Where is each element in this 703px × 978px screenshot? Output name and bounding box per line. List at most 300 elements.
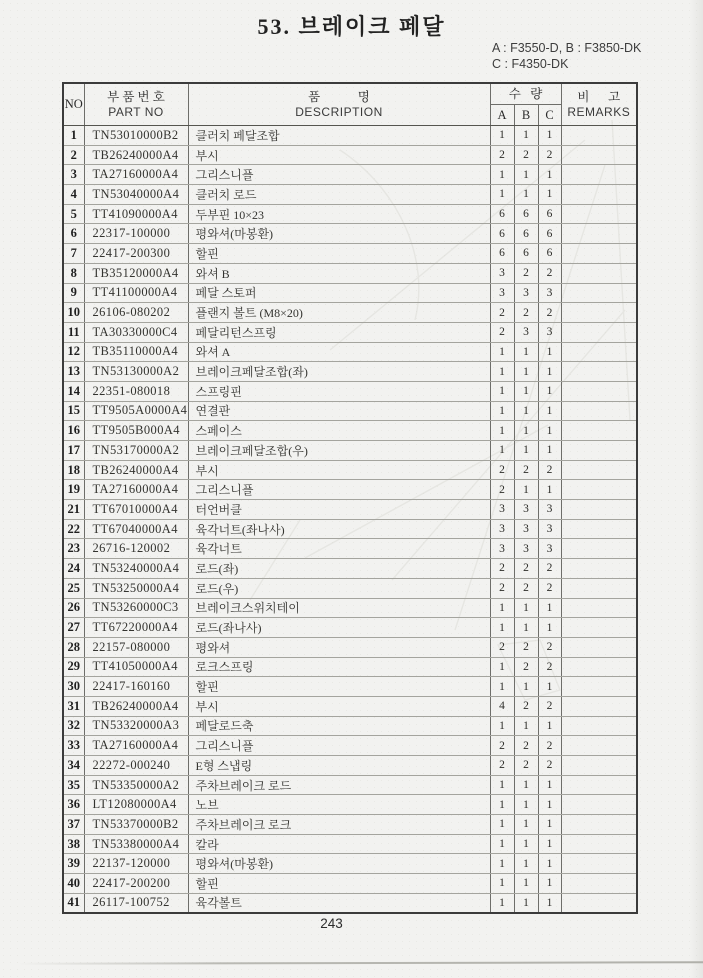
table-row (63, 815, 637, 835)
header-qty-a: A (490, 105, 514, 126)
row-qty-c: 2 (538, 578, 561, 598)
row-no: 40 (63, 874, 84, 894)
row-qty-b: 2 (514, 637, 538, 657)
row-description: 페달리턴스프링 (188, 322, 490, 342)
row-no: 15 (63, 401, 84, 421)
row-part-no: TT41050000A4 (84, 657, 188, 677)
row-description: 와셔 A (188, 342, 490, 362)
row-qty-a: 1 (490, 165, 514, 185)
table-row (63, 834, 637, 854)
row-no: 1 (63, 126, 84, 146)
row-qty-a: 1 (490, 795, 514, 815)
row-qty-b: 1 (514, 480, 538, 500)
row-description: 주차브레이크 로드 (188, 775, 490, 795)
row-remarks (561, 460, 637, 480)
row-description: 플랜지 볼트 (M8×20) (188, 303, 490, 323)
header-part-no: 부 품 번 호 PART NO (84, 83, 188, 126)
row-qty-b: 1 (514, 421, 538, 441)
row-remarks (561, 480, 637, 500)
row-qty-c: 1 (538, 165, 561, 185)
header-quantity: 수 량 (490, 83, 561, 105)
row-remarks (561, 716, 637, 736)
row-qty-a: 2 (490, 559, 514, 579)
row-qty-a: 1 (490, 598, 514, 618)
row-no: 28 (63, 637, 84, 657)
row-qty-b: 1 (514, 893, 538, 913)
row-remarks (561, 362, 637, 382)
parts-table-body (63, 126, 637, 914)
row-no: 24 (63, 559, 84, 579)
row-part-no: TT41100000A4 (84, 283, 188, 303)
row-part-no: TN53260000C3 (84, 598, 188, 618)
row-part-no: TA27160000A4 (84, 165, 188, 185)
row-qty-a: 1 (490, 421, 514, 441)
row-no: 23 (63, 539, 84, 559)
row-qty-c: 3 (538, 500, 561, 520)
row-description: 브레이크스위치테이 (188, 598, 490, 618)
row-qty-c: 1 (538, 126, 561, 146)
table-row (63, 441, 637, 461)
row-part-no: TN53040000A4 (84, 185, 188, 205)
row-qty-c: 1 (538, 185, 561, 205)
row-qty-b: 1 (514, 441, 538, 461)
row-qty-b: 3 (514, 322, 538, 342)
row-qty-c: 1 (538, 677, 561, 697)
row-qty-a: 2 (490, 145, 514, 165)
row-qty-a: 1 (490, 381, 514, 401)
row-qty-c: 3 (538, 322, 561, 342)
row-part-no: LT12080000A4 (84, 795, 188, 815)
table-row (63, 854, 637, 874)
row-description: 칼라 (188, 834, 490, 854)
header-qty-c: C (538, 105, 561, 126)
row-remarks (561, 756, 637, 776)
row-no: 34 (63, 756, 84, 776)
row-remarks (561, 342, 637, 362)
row-part-no: TT67220000A4 (84, 618, 188, 638)
table-row (63, 185, 637, 205)
row-qty-a: 1 (490, 874, 514, 894)
row-remarks (561, 618, 637, 638)
row-part-no: TT9505B000A4 (84, 421, 188, 441)
header-qty-b: B (514, 105, 538, 126)
table-row (63, 677, 637, 697)
row-qty-b: 3 (514, 500, 538, 520)
row-description: 육각너트 (188, 539, 490, 559)
row-qty-a: 3 (490, 539, 514, 559)
row-qty-a: 1 (490, 815, 514, 835)
row-no: 21 (63, 500, 84, 520)
row-part-no: TB35120000A4 (84, 263, 188, 283)
row-qty-c: 1 (538, 342, 561, 362)
row-qty-a: 1 (490, 854, 514, 874)
row-qty-a: 1 (490, 716, 514, 736)
row-description: 두부핀 10×23 (188, 204, 490, 224)
row-no: 9 (63, 283, 84, 303)
row-qty-c: 1 (538, 815, 561, 835)
row-no: 38 (63, 834, 84, 854)
row-remarks (561, 795, 637, 815)
row-remarks (561, 736, 637, 756)
row-remarks (561, 874, 637, 894)
row-qty-a: 2 (490, 637, 514, 657)
table-row (63, 559, 637, 579)
variant-note-line2: C : F4350-DK (492, 57, 569, 71)
table-row (63, 578, 637, 598)
table-row (63, 204, 637, 224)
table-row (63, 401, 637, 421)
row-qty-c: 2 (538, 657, 561, 677)
row-qty-a: 3 (490, 263, 514, 283)
row-qty-c: 6 (538, 204, 561, 224)
table-row (63, 736, 637, 756)
table-row (63, 716, 637, 736)
row-part-no: TB26240000A4 (84, 145, 188, 165)
row-remarks (561, 283, 637, 303)
row-qty-b: 2 (514, 303, 538, 323)
row-description: 그리스니플 (188, 480, 490, 500)
row-description: 육각너트(좌나사) (188, 519, 490, 539)
row-description: 로크스프링 (188, 657, 490, 677)
row-no: 3 (63, 165, 84, 185)
row-qty-c: 1 (538, 441, 561, 461)
row-qty-b: 1 (514, 185, 538, 205)
table-row (63, 303, 637, 323)
row-qty-a: 2 (490, 322, 514, 342)
row-qty-c: 6 (538, 224, 561, 244)
row-remarks (561, 539, 637, 559)
row-part-no: TB35110000A4 (84, 342, 188, 362)
row-part-no: 22137-120000 (84, 854, 188, 874)
row-qty-c: 1 (538, 362, 561, 382)
row-description: 로드(좌) (188, 559, 490, 579)
row-qty-c: 1 (538, 795, 561, 815)
row-qty-c: 3 (538, 283, 561, 303)
row-qty-b: 1 (514, 401, 538, 421)
row-no: 6 (63, 224, 84, 244)
row-remarks (561, 185, 637, 205)
row-qty-a: 1 (490, 362, 514, 382)
row-qty-c: 1 (538, 893, 561, 913)
row-description: 그리스니플 (188, 736, 490, 756)
row-part-no: 26117-100752 (84, 893, 188, 913)
row-remarks (561, 303, 637, 323)
row-remarks (561, 126, 637, 146)
page-number: 243 (320, 916, 343, 931)
table-row (63, 283, 637, 303)
row-description: 노브 (188, 795, 490, 815)
row-qty-c: 2 (538, 756, 561, 776)
table-row (63, 598, 637, 618)
row-qty-b: 1 (514, 795, 538, 815)
row-qty-a: 6 (490, 224, 514, 244)
row-no: 39 (63, 854, 84, 874)
row-no: 2 (63, 145, 84, 165)
row-qty-b: 1 (514, 126, 538, 146)
row-qty-b: 3 (514, 539, 538, 559)
row-qty-c: 1 (538, 421, 561, 441)
row-no: 19 (63, 480, 84, 500)
row-description: 평와셔 (188, 637, 490, 657)
row-remarks (561, 421, 637, 441)
header-no: NO (63, 83, 84, 126)
row-no: 36 (63, 795, 84, 815)
row-part-no: TN53240000A4 (84, 559, 188, 579)
table-row (63, 756, 637, 776)
row-description: 스페이스 (188, 421, 490, 441)
row-qty-a: 1 (490, 677, 514, 697)
row-qty-b: 6 (514, 244, 538, 264)
table-row (63, 263, 637, 283)
row-qty-c: 1 (538, 874, 561, 894)
row-qty-c: 3 (538, 539, 561, 559)
row-qty-c: 1 (538, 618, 561, 638)
row-qty-a: 1 (490, 893, 514, 913)
row-no: 41 (63, 893, 84, 913)
table-row (63, 480, 637, 500)
row-qty-a: 2 (490, 303, 514, 323)
row-no: 10 (63, 303, 84, 323)
header-remarks: 비 고 REMARKS (561, 83, 637, 126)
row-qty-b: 2 (514, 696, 538, 716)
row-remarks (561, 322, 637, 342)
row-qty-a: 6 (490, 204, 514, 224)
row-description: E형 스냅링 (188, 756, 490, 776)
table-row (63, 165, 637, 185)
table-row (63, 795, 637, 815)
table-row (63, 519, 637, 539)
row-remarks (561, 165, 637, 185)
row-part-no: 22417-200300 (84, 244, 188, 264)
row-part-no: TB26240000A4 (84, 460, 188, 480)
row-no: 35 (63, 775, 84, 795)
parts-table-header (63, 83, 637, 126)
row-remarks (561, 696, 637, 716)
row-no: 37 (63, 815, 84, 835)
header-description: 품 명 DESCRIPTION (188, 83, 490, 126)
table-row (63, 657, 637, 677)
row-qty-a: 2 (490, 460, 514, 480)
row-remarks (561, 145, 637, 165)
row-qty-a: 1 (490, 657, 514, 677)
row-no: 31 (63, 696, 84, 716)
row-qty-c: 2 (538, 303, 561, 323)
row-part-no: 22417-200200 (84, 874, 188, 894)
table-row (63, 342, 637, 362)
row-part-no: TB26240000A4 (84, 696, 188, 716)
row-remarks (561, 204, 637, 224)
table-row (63, 637, 637, 657)
row-remarks (561, 775, 637, 795)
row-qty-b: 1 (514, 716, 538, 736)
row-description: 평와셔(마봉환) (188, 224, 490, 244)
row-qty-c: 1 (538, 716, 561, 736)
row-remarks (561, 224, 637, 244)
row-qty-b: 6 (514, 224, 538, 244)
row-qty-c: 1 (538, 854, 561, 874)
row-remarks (561, 263, 637, 283)
row-part-no: TA27160000A4 (84, 736, 188, 756)
row-description: 페달 스토퍼 (188, 283, 490, 303)
row-remarks (561, 834, 637, 854)
row-qty-c: 1 (538, 480, 561, 500)
row-description: 연결판 (188, 401, 490, 421)
row-part-no: TT67010000A4 (84, 500, 188, 520)
row-qty-b: 1 (514, 677, 538, 697)
row-remarks (561, 559, 637, 579)
row-remarks (561, 244, 637, 264)
table-row (63, 381, 637, 401)
row-qty-c: 2 (538, 145, 561, 165)
row-description: 할핀 (188, 874, 490, 894)
row-no: 8 (63, 263, 84, 283)
row-part-no: TN53250000A4 (84, 578, 188, 598)
row-remarks (561, 854, 637, 874)
table-row (63, 322, 637, 342)
row-remarks (561, 381, 637, 401)
row-description: 부시 (188, 145, 490, 165)
row-qty-a: 1 (490, 834, 514, 854)
row-part-no: TA30330000C4 (84, 322, 188, 342)
row-description: 할핀 (188, 244, 490, 264)
row-part-no: 22317-100000 (84, 224, 188, 244)
row-no: 14 (63, 381, 84, 401)
table-row (63, 539, 637, 559)
row-qty-b: 1 (514, 618, 538, 638)
row-remarks (561, 441, 637, 461)
parts-table (62, 82, 638, 914)
row-no: 27 (63, 618, 84, 638)
row-qty-b: 1 (514, 874, 538, 894)
row-qty-a: 2 (490, 480, 514, 500)
row-part-no: TN53320000A3 (84, 716, 188, 736)
row-qty-c: 6 (538, 244, 561, 264)
row-remarks (561, 519, 637, 539)
table-row (63, 775, 637, 795)
row-description: 로드(우) (188, 578, 490, 598)
row-qty-a: 2 (490, 578, 514, 598)
row-qty-c: 1 (538, 381, 561, 401)
row-remarks (561, 893, 637, 913)
page-title: 53. 브레이크 페달 (257, 14, 446, 39)
row-no: 16 (63, 421, 84, 441)
row-qty-b: 2 (514, 578, 538, 598)
row-qty-a: 2 (490, 736, 514, 756)
row-part-no: 22417-160160 (84, 677, 188, 697)
row-no: 33 (63, 736, 84, 756)
row-description: 로드(좌나사) (188, 618, 490, 638)
table-row (63, 893, 637, 913)
row-remarks (561, 578, 637, 598)
row-no: 29 (63, 657, 84, 677)
row-qty-b: 2 (514, 145, 538, 165)
row-description: 주차브레이크 로크 (188, 815, 490, 835)
table-row (63, 421, 637, 441)
table-row (63, 244, 637, 264)
row-qty-b: 2 (514, 756, 538, 776)
row-part-no: TN53380000A4 (84, 834, 188, 854)
row-remarks (561, 637, 637, 657)
model-variant-note (492, 40, 641, 72)
row-qty-c: 2 (538, 736, 561, 756)
row-qty-b: 3 (514, 283, 538, 303)
row-description: 스프링핀 (188, 381, 490, 401)
row-qty-b: 6 (514, 204, 538, 224)
row-part-no: TN53350000A2 (84, 775, 188, 795)
row-qty-a: 3 (490, 519, 514, 539)
row-qty-a: 3 (490, 283, 514, 303)
table-row (63, 500, 637, 520)
row-qty-b: 2 (514, 263, 538, 283)
row-no: 4 (63, 185, 84, 205)
row-description: 할핀 (188, 677, 490, 697)
row-no: 5 (63, 204, 84, 224)
row-qty-b: 1 (514, 381, 538, 401)
table-row (63, 362, 637, 382)
row-qty-b: 2 (514, 559, 538, 579)
row-part-no: TN53170000A2 (84, 441, 188, 461)
row-no: 30 (63, 677, 84, 697)
variant-note-line1: A : F3550-D, B : F3850-DK (492, 41, 642, 55)
row-qty-b: 1 (514, 342, 538, 362)
row-part-no: 26106-080202 (84, 303, 188, 323)
row-part-no: TT41090000A4 (84, 204, 188, 224)
row-qty-b: 1 (514, 815, 538, 835)
row-remarks (561, 401, 637, 421)
row-remarks (561, 598, 637, 618)
row-qty-c: 1 (538, 775, 561, 795)
row-description: 와셔 B (188, 263, 490, 283)
row-part-no: TN53010000B2 (84, 126, 188, 146)
table-row (63, 460, 637, 480)
row-qty-b: 1 (514, 165, 538, 185)
row-description: 그리스니플 (188, 165, 490, 185)
table-row (63, 126, 637, 146)
table-row (63, 618, 637, 638)
row-description: 평와셔(마봉환) (188, 854, 490, 874)
row-qty-b: 1 (514, 775, 538, 795)
row-qty-a: 4 (490, 696, 514, 716)
row-description: 부시 (188, 696, 490, 716)
row-part-no: 22157-080000 (84, 637, 188, 657)
row-qty-c: 2 (538, 696, 561, 716)
table-row (63, 145, 637, 165)
row-part-no: 22351-080018 (84, 381, 188, 401)
row-no: 32 (63, 716, 84, 736)
row-qty-c: 1 (538, 598, 561, 618)
row-no: 26 (63, 598, 84, 618)
row-description: 브레이크페달조합(좌) (188, 362, 490, 382)
row-qty-a: 1 (490, 618, 514, 638)
row-part-no: 26716-120002 (84, 539, 188, 559)
row-qty-c: 3 (538, 519, 561, 539)
row-qty-c: 1 (538, 401, 561, 421)
row-description: 브레이크페달조합(우) (188, 441, 490, 461)
row-description: 부시 (188, 460, 490, 480)
row-qty-b: 1 (514, 834, 538, 854)
row-qty-c: 1 (538, 834, 561, 854)
row-part-no: TN53370000B2 (84, 815, 188, 835)
row-remarks (561, 815, 637, 835)
row-no: 13 (63, 362, 84, 382)
table-row (63, 224, 637, 244)
row-qty-a: 3 (490, 500, 514, 520)
table-row (63, 874, 637, 894)
row-remarks (561, 500, 637, 520)
row-no: 7 (63, 244, 84, 264)
row-qty-a: 2 (490, 756, 514, 776)
row-part-no: TT9505A0000A4 (84, 401, 188, 421)
